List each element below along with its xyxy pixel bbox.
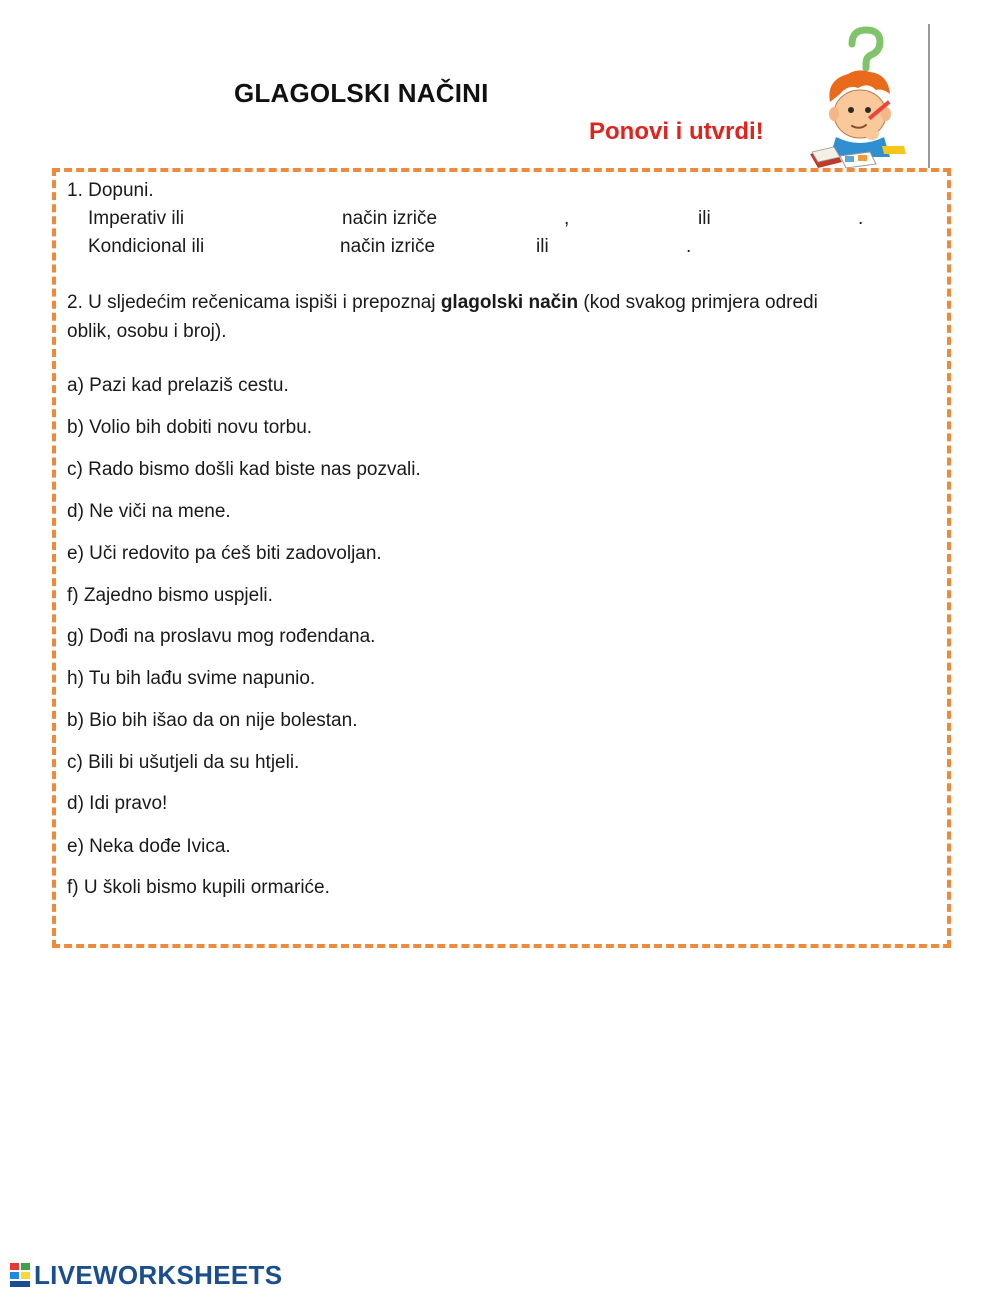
sentence-item: f) Zajedno bismo uspjeli.	[67, 585, 273, 606]
task1-line1-text2: način izriče	[342, 208, 438, 229]
task1-line1-comma: ,	[564, 208, 570, 229]
task1-line1-text1: Imperativ ili	[88, 208, 185, 229]
sentence-item: b) Bio bih išao da on nije bolestan.	[67, 710, 358, 731]
sentence-item: e) Neka dođe Ivica.	[67, 836, 231, 857]
task2-text-before: 2. U sljedećim rečenicama ispiši i prepoznaj	[67, 292, 436, 313]
sentence-item: h) Tu bih lađu svime napunio.	[67, 668, 316, 689]
liveworksheets-logo-icon	[10, 1263, 30, 1287]
sentence-item: c) Bili bi ušutjeli da su htjeli.	[67, 752, 300, 773]
task2-instruction	[67, 292, 818, 314]
task1-line2-period: .	[686, 236, 692, 257]
task1-line1-ili: ili	[698, 208, 711, 229]
task2-text-after: (kod svakog primjera odredi	[583, 292, 818, 313]
task2-bold-term: glagolski način	[440, 292, 579, 313]
liveworksheets-logo-text: LIVEWORKSHEETS	[34, 1260, 283, 1290]
sentence-item: g) Dođi na proslavu mog rođendana.	[67, 626, 376, 647]
sentence-item: c) Rado bismo došli kad biste nas pozvali.	[67, 459, 421, 480]
page-subtitle: Ponovi i utvrdi!	[589, 118, 764, 145]
liveworksheets-logo[interactable]	[10, 1261, 282, 1289]
sentence-item: e) Uči redovito pa ćeš biti zadovoljan.	[67, 543, 382, 564]
sentence-item: d) Ne viči na mene.	[67, 501, 231, 522]
sentence-item: a) Pazi kad prelaziš cestu.	[67, 375, 289, 396]
task1-heading: 1. Dopuni.	[67, 180, 154, 201]
sentence-item: f) U školi bismo kupili ormariće.	[67, 877, 330, 898]
task1-line2-ili: ili	[536, 236, 549, 257]
sentence-item: b) Volio bih dobiti novu torbu.	[67, 417, 313, 438]
task1-line2-text1: Kondicional ili	[88, 236, 205, 257]
task2-instruction-line2: oblik, osobu i broj).	[67, 321, 227, 342]
thinking-boy-illustration	[800, 22, 928, 172]
task1-line1-period: .	[858, 208, 864, 229]
sentence-item: d) Idi pravo!	[67, 793, 168, 814]
page-title: GLAGOLSKI NAČINI	[234, 78, 489, 108]
task1-line2-text2: način izriče	[340, 236, 436, 257]
